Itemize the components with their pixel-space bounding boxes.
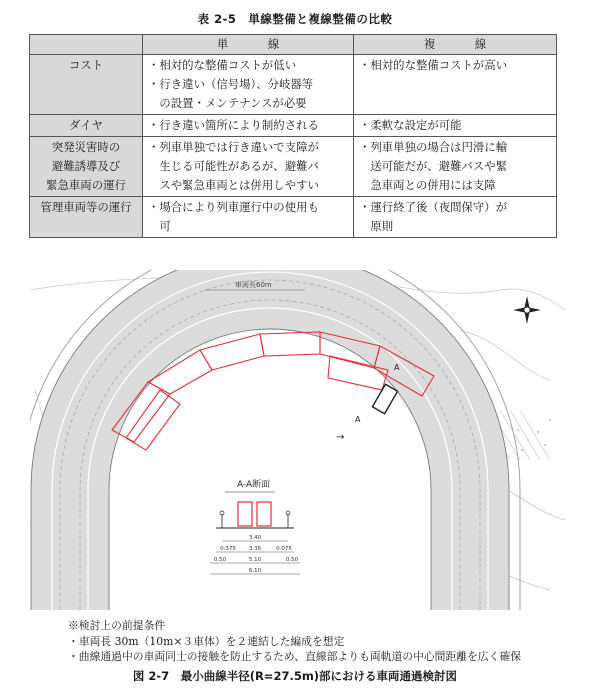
row-category: 突発災害時の 避難誘導及び 緊急車両の運行 xyxy=(30,137,143,197)
section-label-a-upper: A xyxy=(394,363,400,372)
row-category: コスト xyxy=(30,55,143,115)
road-band xyxy=(70,290,470,610)
cross-section-car-right xyxy=(257,502,271,526)
dim-mid-right: 0.075 xyxy=(276,546,292,552)
cell-double: ・柔軟な設定が可能 xyxy=(354,115,557,137)
north-arrow-icon xyxy=(513,296,541,324)
cell-single: ・相対的な整備コストが低い ・行き違い（信号場）、分岐器等 の設置・メンテナンスが必要 xyxy=(143,55,354,115)
cell-single: ・場合により列車運行中の使用も 可 xyxy=(143,197,354,238)
dim-low-right: 0.50 xyxy=(285,557,299,563)
dim-mid-center: 3.35 xyxy=(248,546,262,552)
table-row-schedule xyxy=(30,115,557,137)
header-single-track: 単 線 xyxy=(143,35,354,55)
dim-mid-left: 0.375 xyxy=(220,546,236,552)
notes-heading: ※検討上の前提条件 xyxy=(68,619,166,632)
dim-bottom: 6.10 xyxy=(248,568,262,574)
note-item: ・曲線通過中の車両同士の接触を防止するため、直線部よりも両軌道の中心間距離を広く確保 xyxy=(68,650,522,663)
row-category: ダイヤ xyxy=(30,115,143,137)
header-double-track: 複 線 xyxy=(354,35,557,55)
curve-drawing xyxy=(30,270,565,610)
comparison-table xyxy=(29,34,557,238)
figure-caption: 図 2-7 最小曲線半径(R=27.5m)部における車両通過検討図 xyxy=(132,669,458,683)
dot-texture xyxy=(517,419,551,451)
dim-low-left: 0.50 xyxy=(213,557,227,563)
note-item: ・車両長 30m（10m×３車体）を２連結した編成を想定 xyxy=(68,634,345,648)
header-blank xyxy=(30,35,143,55)
cross-section xyxy=(210,478,300,574)
table-row-cost xyxy=(30,55,557,115)
cell-single: ・行き違い箇所により制約される xyxy=(143,115,354,137)
section-label-a-right: A xyxy=(355,415,361,424)
table-row-maintenance xyxy=(30,197,557,238)
section-arrow-icon: → xyxy=(336,432,345,443)
notes xyxy=(68,618,521,665)
table-row-disaster xyxy=(30,137,557,197)
table-header-row xyxy=(30,35,557,55)
dim-top: 3.40 xyxy=(248,535,262,541)
cross-section-title: A-A断面 xyxy=(237,480,271,490)
cell-double: ・列車単独の場合は円滑に輸 送可能だが、避難バスや緊 急車両との併用には支障 xyxy=(354,137,557,197)
vehicle-length-label: 車両長60m xyxy=(235,281,272,289)
curve-drawing-svg xyxy=(30,270,565,610)
table-caption: 表 2-5 単線整備と複線整備の比較 xyxy=(197,12,393,26)
row-category: 管理車両等の運行 xyxy=(30,197,143,238)
dim-low-center: 5.10 xyxy=(248,557,262,563)
cross-section-car-left xyxy=(238,502,252,526)
cell-double: ・運行終了後（夜間保守）が 原則 xyxy=(354,197,557,238)
cell-double: ・相対的な整備コストが高い xyxy=(354,55,557,115)
cell-single: ・列車単独では行き違いで支障が 生じる可能性があるが、避難バ スや緊急車両とは併用しやすい xyxy=(143,137,354,197)
